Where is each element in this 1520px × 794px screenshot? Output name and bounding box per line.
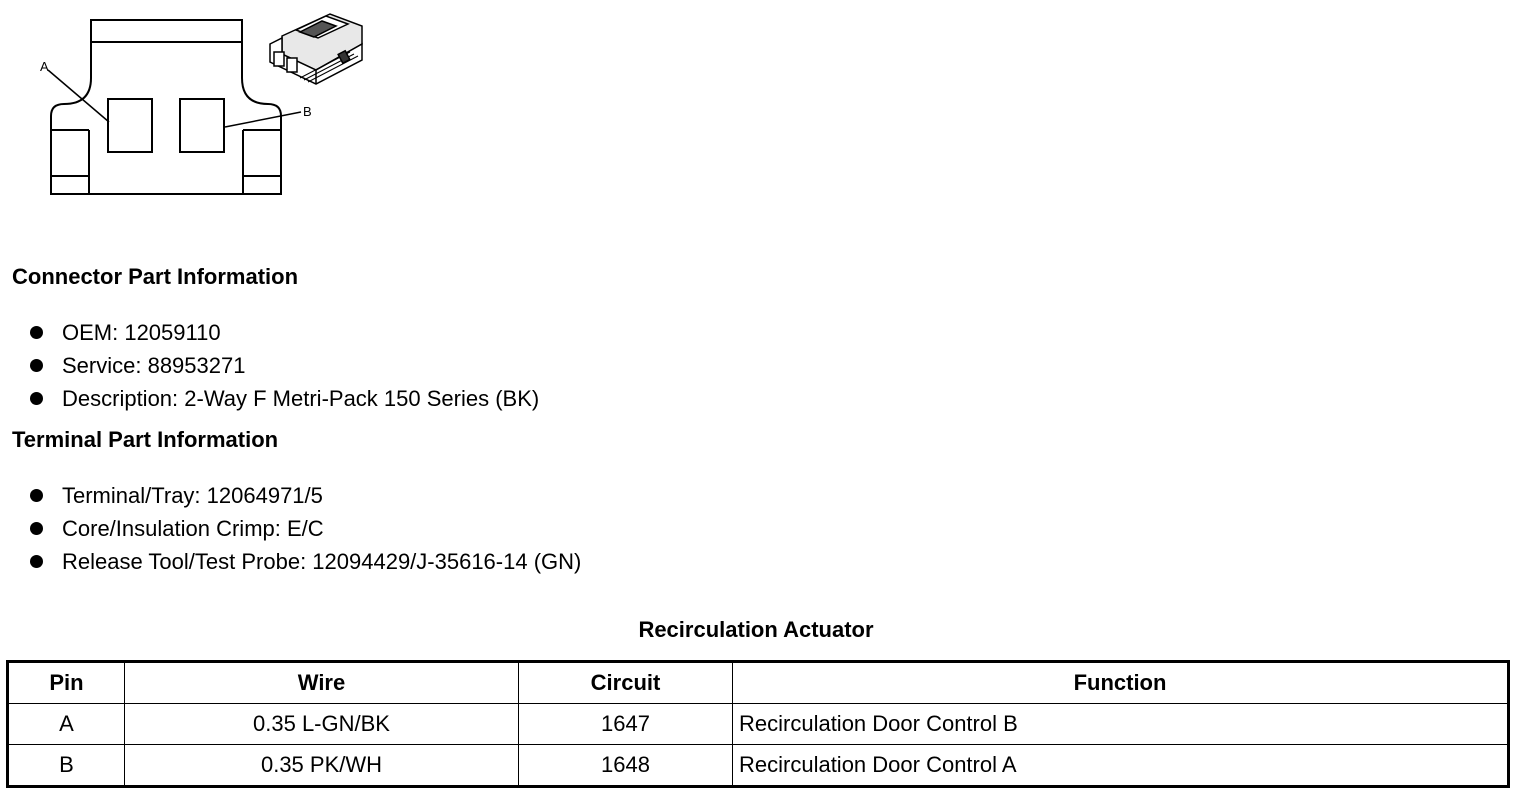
cell-function: Recirculation Door Control B — [733, 704, 1509, 745]
list-item-text: Service: 88953271 — [62, 353, 246, 378]
bullet-icon — [30, 522, 43, 535]
table-row — [8, 704, 1509, 745]
cell-pin: B — [8, 745, 125, 787]
terminal-part-info-list — [28, 479, 581, 578]
connector-isometric-view — [270, 14, 362, 84]
header-circuit: Circuit — [519, 662, 733, 704]
cell-circuit: 1648 — [519, 745, 733, 787]
list-item-text: Core/Insulation Crimp: E/C — [62, 516, 324, 541]
connector-diagram — [0, 0, 400, 210]
connector-part-info-heading: Connector Part Information — [12, 264, 299, 289]
terminal-part-info-heading: Terminal Part Information — [12, 427, 279, 452]
leader-line-b — [225, 112, 301, 127]
list-item — [28, 545, 581, 578]
table-title: Recirculation Actuator — [638, 617, 874, 642]
cell-wire: 0.35 PK/WH — [125, 745, 519, 787]
cavity-b — [180, 99, 224, 152]
bullet-icon — [30, 326, 43, 339]
connector-face-outline — [51, 20, 281, 194]
list-item — [28, 512, 581, 545]
list-item — [28, 349, 539, 382]
list-item — [28, 382, 539, 415]
header-function: Function — [733, 662, 1509, 704]
pinout-table — [6, 660, 1510, 788]
list-item-text: OEM: 12059110 — [62, 320, 221, 345]
list-item-text: Terminal/Tray: 12064971/5 — [62, 483, 323, 508]
bullet-icon — [30, 392, 43, 405]
cavity-a — [108, 99, 152, 152]
cell-circuit: 1647 — [519, 704, 733, 745]
cell-wire: 0.35 L-GN/BK — [125, 704, 519, 745]
header-wire: Wire — [125, 662, 519, 704]
table-header-row — [8, 662, 1509, 704]
list-item-text: Release Tool/Test Probe: 12094429/J-35616-14 (GN) — [62, 549, 582, 574]
cell-pin: A — [8, 704, 125, 745]
list-item — [28, 316, 539, 349]
connector-part-info-list — [28, 316, 539, 415]
bullet-icon — [30, 555, 43, 568]
header-pin: Pin — [8, 662, 125, 704]
bullet-icon — [30, 489, 43, 502]
cell-function: Recirculation Door Control A — [733, 745, 1509, 787]
bullet-icon — [30, 359, 43, 372]
leader-line-a — [48, 70, 109, 122]
pin-a-label: A — [40, 59, 49, 74]
list-item-text: Description: 2-Way F Metri-Pack 150 Series (BK) — [62, 386, 540, 411]
pin-b-label: B — [303, 104, 312, 119]
list-item — [28, 479, 581, 512]
table-row — [8, 745, 1509, 787]
